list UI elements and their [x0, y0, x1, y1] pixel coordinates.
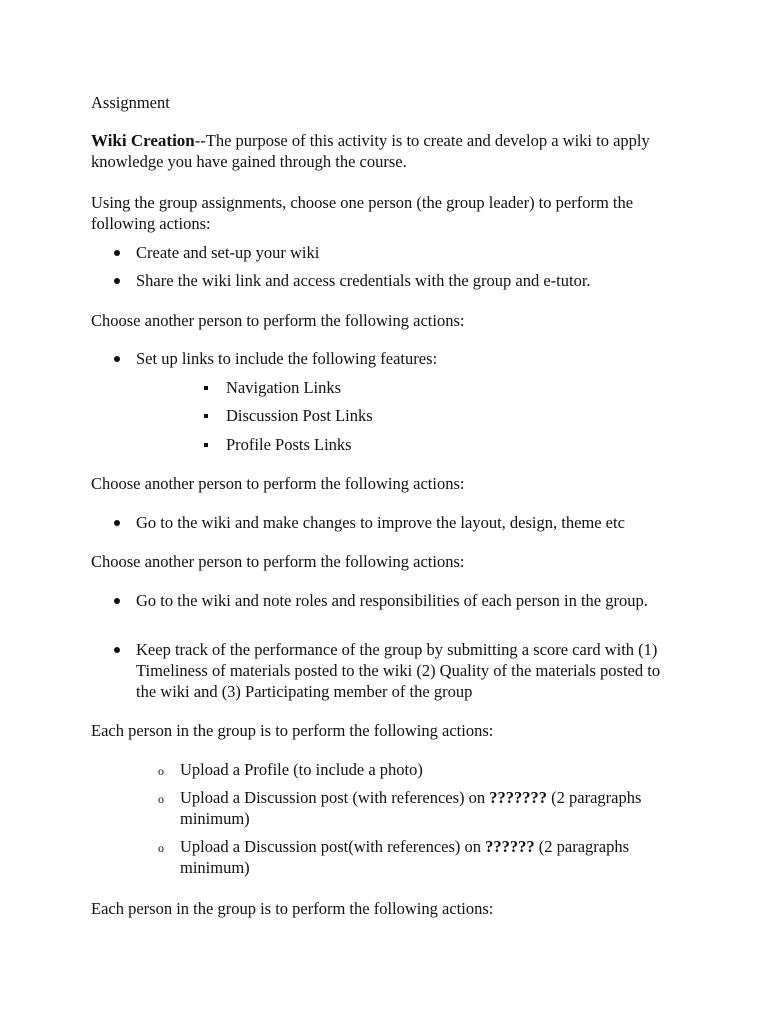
- list-item-text: Keep track of the performance of the group by submitting a score card with (1) Timeliness of materials posted to the wiki (2) Quality of the materials posted to the wiki and (3) Participating member of the group: [136, 640, 661, 701]
- square-bullet-icon: [204, 414, 208, 418]
- bullet-icon: [114, 598, 120, 604]
- bullet-icon: [114, 250, 120, 256]
- bullet-icon: [114, 356, 120, 362]
- circle-bullet-icon: o: [158, 841, 164, 855]
- wiki-creation-intro: --The purpose of this activity is to create and develop a wiki to apply knowledge you have gained through the course.: [91, 131, 650, 171]
- sub-list-item-text: Discussion Post Links: [226, 406, 373, 425]
- circle-bullet-icon: o: [158, 792, 164, 806]
- document-title: Assignment: [91, 93, 170, 112]
- circle-list-item-text: Upload a Discussion post (with references) on ??????? (2 paragraphs minimum): [180, 788, 642, 828]
- bullet-icon: [114, 647, 120, 653]
- wiki-creation-heading: Wiki Creation: [91, 131, 195, 150]
- circle-bullet-icon: o: [158, 764, 164, 778]
- wiki-creation-paragraph: [91, 130, 671, 172]
- choose-another-paragraph: Choose another person to perform the following actions:: [91, 474, 465, 493]
- each-person-paragraph: Each person in the group is to perform the following actions:: [91, 899, 494, 918]
- bullet-icon: [114, 278, 120, 284]
- choose-another-paragraph: Choose another person to perform the following actions:: [91, 552, 465, 571]
- bullet-icon: [114, 520, 120, 526]
- sub-list-item-text: Profile Posts Links: [226, 435, 352, 454]
- sub-list-item-text: Navigation Links: [226, 378, 342, 397]
- list-item-text: Set up links to include the following features:: [136, 349, 438, 368]
- circle-list-item-text: Upload a Discussion post(with references) on ?????? (2 paragraphs minimum): [180, 837, 630, 877]
- group-intro-paragraph: Using the group assignments, choose one person (the group leader) to perform the following actions:: [91, 193, 634, 233]
- choose-another-paragraph: Choose another person to perform the following actions:: [91, 311, 465, 330]
- list-item-text: Create and set-up your wiki: [136, 243, 320, 262]
- list-item-text: Go to the wiki and note roles and responsibilities of each person in the group.: [136, 591, 648, 610]
- square-bullet-icon: [204, 386, 208, 390]
- circle-list-item-text: Upload a Profile (to include a photo): [180, 760, 423, 779]
- list-item-text: Go to the wiki and make changes to improve the layout, design, theme etc: [136, 513, 625, 532]
- each-person-paragraph: Each person in the group is to perform the following actions:: [91, 721, 494, 740]
- square-bullet-icon: [204, 443, 208, 447]
- list-item-text: Share the wiki link and access credentials with the group and e-tutor.: [136, 271, 591, 290]
